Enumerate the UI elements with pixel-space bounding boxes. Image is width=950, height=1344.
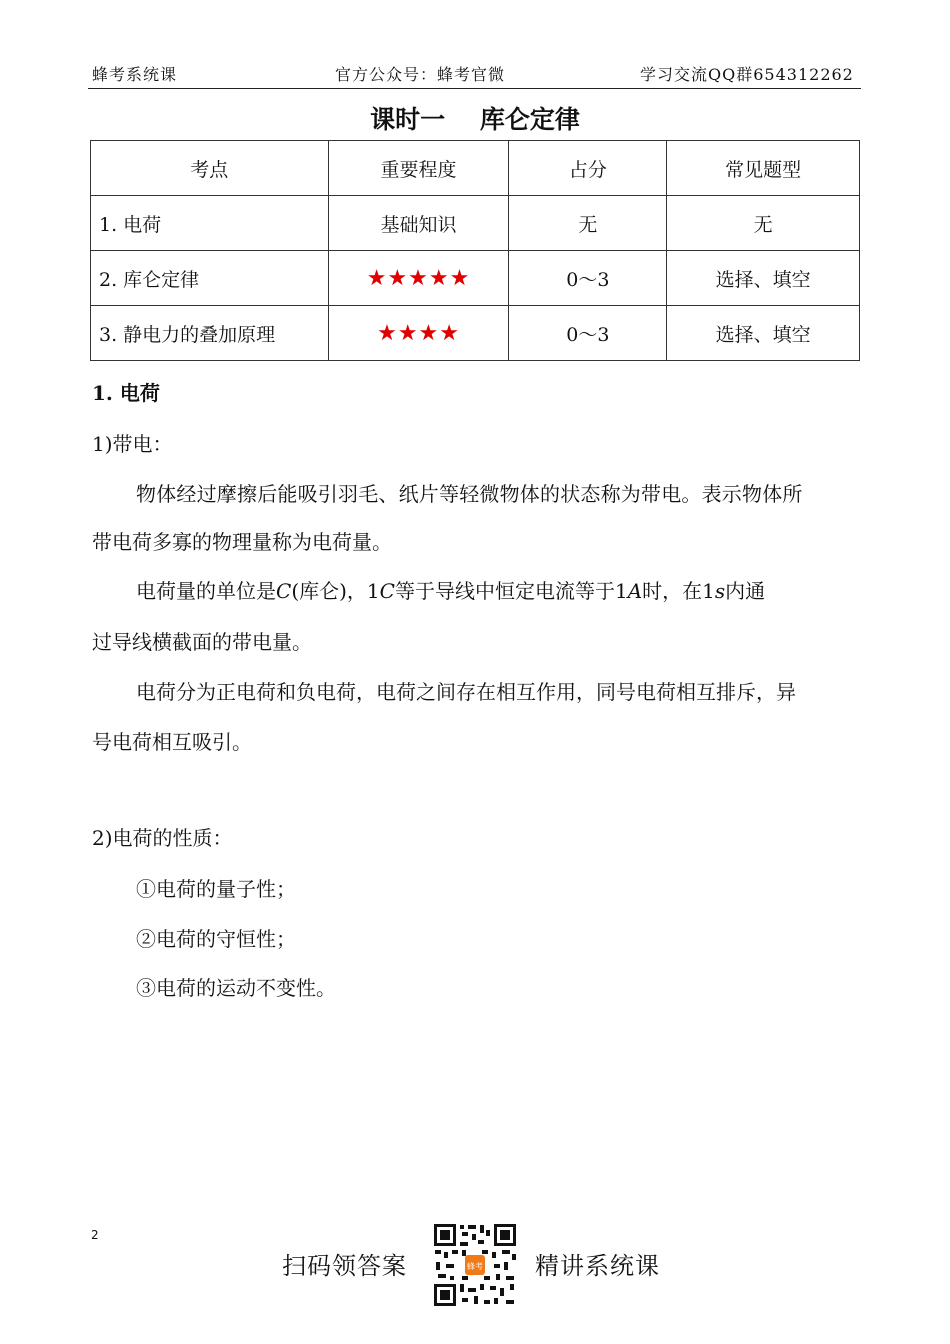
importance-stars: ★★★★★ xyxy=(328,251,509,306)
table-header: 重要程度 xyxy=(328,141,509,196)
topic-cell: 1. 电荷 xyxy=(91,196,329,251)
text-run: 内通 xyxy=(725,579,766,603)
text-run: 等于导线中恒定电流等于1 xyxy=(394,579,628,603)
subsection-heading: 2)电荷的性质： xyxy=(92,826,233,850)
paragraph-line xyxy=(136,575,765,604)
types-cell: 无 xyxy=(667,196,860,251)
score-cell: 0～3 xyxy=(509,251,667,306)
unit-symbol: C xyxy=(379,579,395,603)
footer-left-text: 扫码领答案 xyxy=(282,1252,407,1280)
paragraph-line: 电荷分为正电荷和负电荷，电荷之间存在相互作用，同号电荷相互排斥，异 xyxy=(136,680,796,704)
paragraph-line: 物体经过摩擦后能吸引羽毛、纸片等轻微物体的状态称为带电。表示物体所 xyxy=(136,482,803,506)
table-row xyxy=(91,251,860,306)
score-cell: 无 xyxy=(509,196,667,251)
list-item: ③电荷的运动不变性。 xyxy=(136,976,336,1000)
page-title: 课时一 库仑定律 xyxy=(370,105,580,134)
unit-symbol: A xyxy=(627,579,643,603)
table-header: 占分 xyxy=(509,141,667,196)
unit-symbol: C xyxy=(276,579,292,603)
types-cell: 选择、填空 xyxy=(667,251,860,306)
text-run: (库仑)，1 xyxy=(291,579,380,603)
importance-stars: ★★★★ xyxy=(328,306,509,361)
paragraph-line: 号电荷相互吸引。 xyxy=(92,730,252,754)
importance-cell: 基础知识 xyxy=(328,196,509,251)
qr-code[interactable] xyxy=(432,1222,518,1308)
key-points-table xyxy=(90,140,860,361)
list-item: ①电荷的量子性； xyxy=(136,877,296,901)
table-header: 考点 xyxy=(91,141,329,196)
qr-logo-text: 蜂考 xyxy=(467,1262,483,1271)
topic-cell: 3. 静电力的叠加原理 xyxy=(91,306,329,361)
list-item: ②电荷的守恒性； xyxy=(136,927,296,951)
qr-finder-pattern xyxy=(494,1224,516,1246)
types-cell: 选择、填空 xyxy=(667,306,860,361)
subsection-heading: 1)带电： xyxy=(92,432,173,456)
page-number: 2 xyxy=(91,1228,99,1242)
text-run: 时，在1 xyxy=(642,579,715,603)
qr-finder-pattern xyxy=(434,1224,456,1246)
unit-symbol: s xyxy=(714,579,726,603)
section-heading: 1. 电荷 xyxy=(92,381,160,405)
topic-cell: 2. 库仑定律 xyxy=(91,251,329,306)
table-row xyxy=(91,196,860,251)
table-row xyxy=(91,306,860,361)
table-header: 常见题型 xyxy=(667,141,860,196)
header-left: 蜂考系统课 xyxy=(92,65,178,84)
header-divider xyxy=(88,88,861,89)
footer-right-text: 精讲系统课 xyxy=(535,1252,660,1280)
score-cell: 0～3 xyxy=(509,306,667,361)
text-run: 电荷量的单位是 xyxy=(136,579,276,603)
header-center: 官方公众号：蜂考官微 xyxy=(335,65,506,84)
paragraph-line: 带电荷多寡的物理量称为电荷量。 xyxy=(92,530,392,554)
paragraph-line: 过导线横截面的带电量。 xyxy=(92,630,312,654)
header-right: 学习交流QQ群654312262 xyxy=(640,65,854,84)
qr-finder-pattern xyxy=(434,1284,456,1306)
table-header-row xyxy=(91,141,860,196)
